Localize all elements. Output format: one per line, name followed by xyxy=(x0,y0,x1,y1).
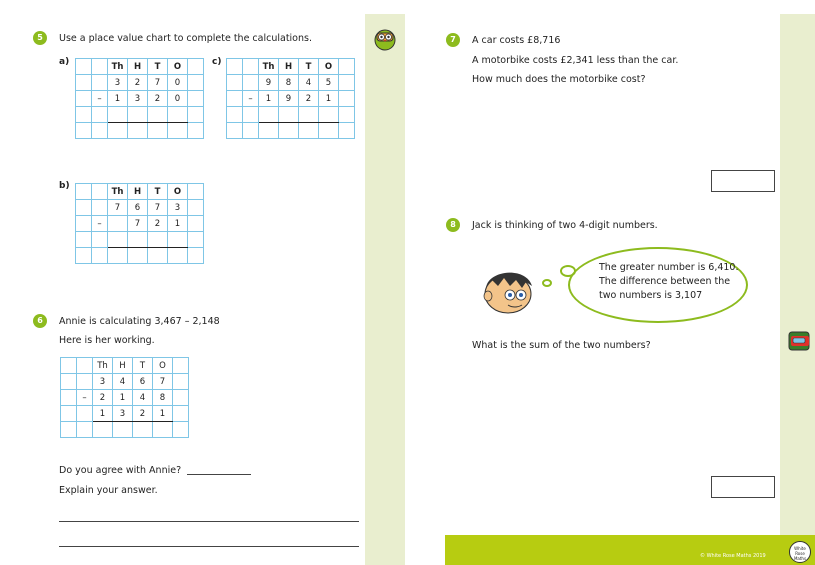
footer-bar xyxy=(445,535,780,565)
place-value-chart-5b: Th H T O 7 6 7 3 – 7 2 1 xyxy=(75,183,204,264)
question-number-6: 6 xyxy=(33,314,47,328)
answer-cell[interactable] xyxy=(148,232,168,248)
q5a-label: a) xyxy=(59,57,70,67)
answer-cell[interactable] xyxy=(168,107,188,123)
answer-cell[interactable] xyxy=(319,107,339,123)
q6-explain: Explain your answer. xyxy=(59,485,158,496)
q8-line1: Jack is thinking of two 4-digit numbers. xyxy=(472,220,658,231)
q7-line1: A car costs £8,716 xyxy=(472,35,561,46)
notebook-icon xyxy=(787,330,813,354)
q8-answer-box[interactable] xyxy=(711,476,775,498)
q6-line2: Here is her working. xyxy=(59,335,155,346)
thought-bubble-dot-small xyxy=(542,279,552,287)
side-band-left xyxy=(365,14,405,565)
answer-cell[interactable] xyxy=(168,232,188,248)
q8-question: What is the sum of the two numbers? xyxy=(472,340,651,351)
explain-answer-line-1[interactable] xyxy=(59,521,359,522)
answer-cell[interactable] xyxy=(279,107,299,123)
place-value-chart-5c: Th H T O 9 8 4 5 – 1 9 2 1 xyxy=(226,58,355,139)
agree-answer-line[interactable] xyxy=(187,474,251,475)
q7-answer-box[interactable] xyxy=(711,170,775,192)
q6-agree: Do you agree with Annie? xyxy=(59,465,182,476)
q7-line3: How much does the motorbike cost? xyxy=(472,74,646,85)
q5b-label: b) xyxy=(59,181,70,191)
q6-line1: Annie is calculating 3,467 – 2,148 xyxy=(59,316,220,327)
white-rose-logo: White Rose Maths xyxy=(789,541,811,563)
side-band-right xyxy=(780,14,815,565)
place-value-chart-6: Th H T O 3 4 6 7 – 2 1 4 8 1 3 2 1 xyxy=(60,357,189,438)
q7-line2: A motorbike costs £2,341 less than the car. xyxy=(472,55,679,66)
copyright-text: © White Rose Maths 2019 xyxy=(700,553,766,559)
place-value-chart-5a: Th H T O 3 2 7 0 – 1 3 2 0 xyxy=(75,58,204,139)
owl-icon xyxy=(373,27,397,51)
question-number-7: 7 xyxy=(446,33,460,47)
question-number-8: 8 xyxy=(446,218,460,232)
thought-bubble-text: The greater number is 6,410. The difference between the two numbers is 3,107 xyxy=(599,262,739,301)
answer-cell[interactable] xyxy=(299,107,319,123)
question-number-5: 5 xyxy=(33,31,47,45)
jack-character-icon xyxy=(480,262,538,316)
q5-prompt: Use a place value chart to complete the calculations. xyxy=(59,33,312,44)
answer-cell[interactable] xyxy=(259,107,279,123)
answer-cell[interactable] xyxy=(128,232,148,248)
answer-cell[interactable] xyxy=(108,107,128,123)
answer-cell[interactable] xyxy=(108,232,128,248)
explain-answer-line-2[interactable] xyxy=(59,546,359,547)
q5c-label: c) xyxy=(212,57,222,67)
answer-cell[interactable] xyxy=(128,107,148,123)
answer-cell[interactable] xyxy=(148,107,168,123)
